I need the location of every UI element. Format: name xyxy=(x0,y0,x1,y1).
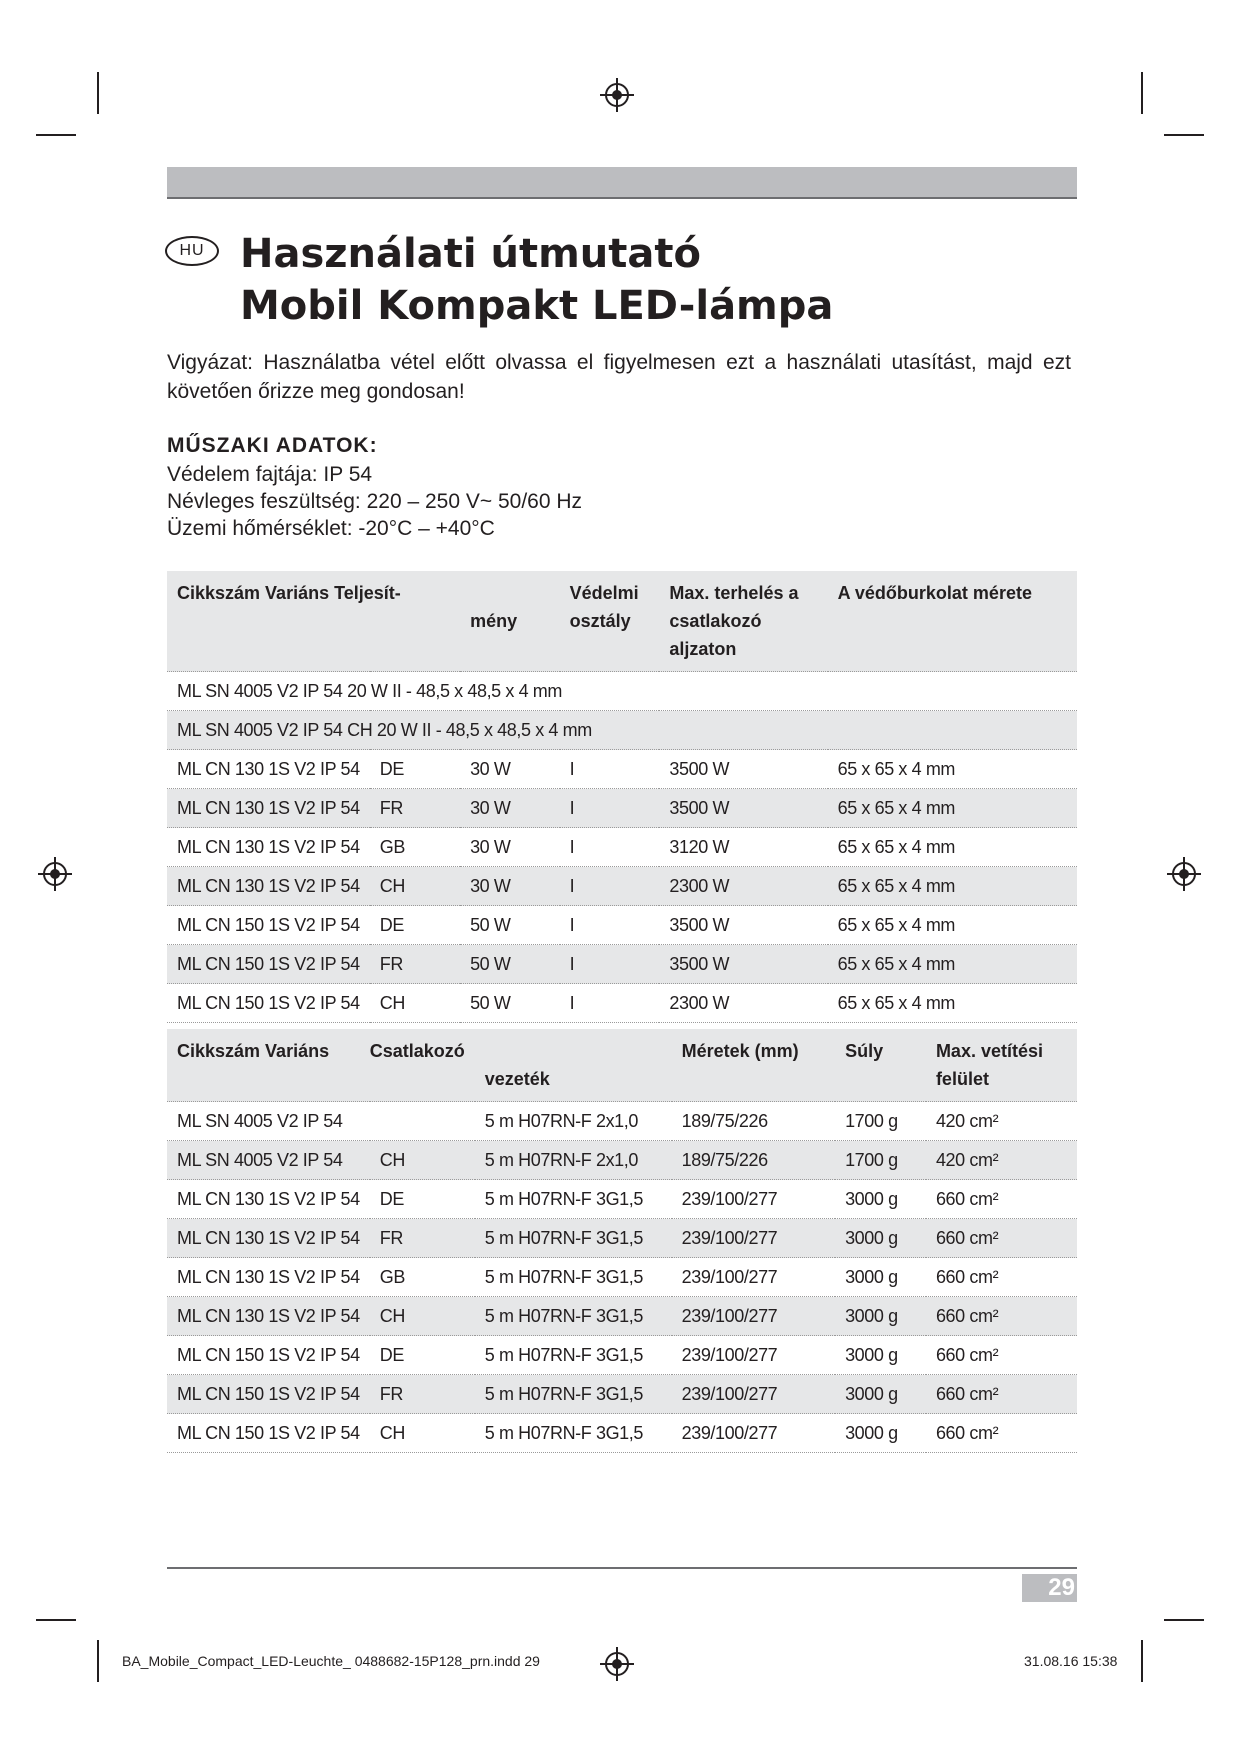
column-header: Méretek (mm) xyxy=(672,1029,835,1102)
table-cell: FR xyxy=(370,789,460,828)
registration-mark-icon xyxy=(1167,857,1201,891)
specs-table-1 xyxy=(167,571,1077,1023)
table-cell: 3500 W xyxy=(659,945,827,984)
table-cell: ML CN 150 1S V2 IP 54 xyxy=(167,906,370,945)
table-cell: I xyxy=(560,789,660,828)
table-cell: 3120 W xyxy=(659,828,827,867)
table-cell: I xyxy=(560,906,660,945)
registration-mark-icon xyxy=(600,1647,634,1681)
table-cell: 3000 g xyxy=(835,1297,926,1336)
table-cell: 239/100/277 xyxy=(672,1336,835,1375)
table-header-row xyxy=(167,1029,1077,1102)
table-row xyxy=(167,828,1077,867)
table-cell: 660 cm² xyxy=(926,1375,1077,1414)
specs-heading: MŰSZAKI ADATOK: xyxy=(167,434,378,457)
table-cell: 1700 g xyxy=(835,1102,926,1141)
table-cell: CH xyxy=(370,1414,475,1453)
slug-filename: BA_Mobile_Compact_LED-Leuchte_ 0488682-15P128_prn.indd 29 xyxy=(122,1653,540,1669)
column-header: Csatlakozó xyxy=(370,1029,475,1102)
table-cell: CH xyxy=(370,1297,475,1336)
table-row xyxy=(167,1141,1077,1180)
column-header: Max. vetítési felület xyxy=(926,1029,1077,1102)
crop-mark xyxy=(36,134,76,136)
table-row xyxy=(167,1102,1077,1141)
table-cell: 239/100/277 xyxy=(672,1414,835,1453)
table-cell: 5 m H07RN-F 2x1,0 xyxy=(475,1141,672,1180)
table-cell: 660 cm² xyxy=(926,1414,1077,1453)
registration-mark-icon xyxy=(38,857,72,891)
title-line-2: Mobil Kompakt LED-lámpa xyxy=(240,283,834,329)
table-cell: ML CN 130 1S V2 IP 54 xyxy=(167,789,370,828)
table-cell: 5 m H07RN-F 2x1,0 xyxy=(475,1102,672,1141)
table-cell: 3000 g xyxy=(835,1414,926,1453)
table-cell: DE xyxy=(370,750,460,789)
registration-mark-icon xyxy=(600,78,634,112)
table-cell: 2300 W xyxy=(659,984,827,1023)
column-header: Védelmi osztály xyxy=(560,571,660,672)
table-cell: I xyxy=(560,828,660,867)
crop-mark xyxy=(1164,134,1204,136)
table-cell: 50 W xyxy=(460,945,560,984)
table-cell: I xyxy=(560,750,660,789)
table-cell: I xyxy=(560,945,660,984)
table-row xyxy=(167,1219,1077,1258)
table-cell: 3000 g xyxy=(835,1336,926,1375)
crop-mark xyxy=(1141,72,1143,114)
table-cell: ML CN 150 1S V2 IP 54 xyxy=(167,1414,370,1453)
table-cell: ML SN 4005 V2 IP 54 20 W II - 48,5 x 48,5 x 4 mm xyxy=(167,672,1077,711)
table-cell: 660 cm² xyxy=(926,1336,1077,1375)
table-cell: 660 cm² xyxy=(926,1219,1077,1258)
table-cell: ML SN 4005 V2 IP 54 xyxy=(167,1141,370,1180)
table-cell: 5 m H07RN-F 3G1,5 xyxy=(475,1258,672,1297)
table-cell: 65 x 65 x 4 mm xyxy=(828,945,1077,984)
table-cell: DE xyxy=(370,1336,475,1375)
table-cell: 3500 W xyxy=(659,789,827,828)
page-title xyxy=(240,228,833,332)
column-header: Cikkszám Variáns xyxy=(167,1029,370,1102)
crop-mark xyxy=(1164,1619,1204,1621)
crop-mark xyxy=(1141,1640,1143,1682)
table-cell: 50 W xyxy=(460,984,560,1023)
table-cell: 420 cm² xyxy=(926,1141,1077,1180)
table-cell: 5 m H07RN-F 3G1,5 xyxy=(475,1297,672,1336)
table-row xyxy=(167,867,1077,906)
table-cell: 30 W xyxy=(460,867,560,906)
table-row xyxy=(167,1297,1077,1336)
table-cell: ML CN 130 1S V2 IP 54 xyxy=(167,1297,370,1336)
slug-datetime: 31.08.16 15:38 xyxy=(1024,1653,1118,1669)
table-cell: GB xyxy=(370,1258,475,1297)
header-bar xyxy=(167,167,1077,199)
crop-mark xyxy=(97,1640,99,1682)
table-cell: ML CN 130 1S V2 IP 54 xyxy=(167,1219,370,1258)
table-cell: 2300 W xyxy=(659,867,827,906)
table-row xyxy=(167,750,1077,789)
table-cell: 660 cm² xyxy=(926,1180,1077,1219)
table-cell: 239/100/277 xyxy=(672,1219,835,1258)
table-cell: ML CN 130 1S V2 IP 54 xyxy=(167,1258,370,1297)
table-cell: 3000 g xyxy=(835,1180,926,1219)
table-cell: ML SN 4005 V2 IP 54 CH 20 W II - 48,5 x 48,5 x 4 mm xyxy=(167,711,1077,750)
table-cell: 5 m H07RN-F 3G1,5 xyxy=(475,1219,672,1258)
table-cell: ML CN 150 1S V2 IP 54 xyxy=(167,1375,370,1414)
table-cell: FR xyxy=(370,945,460,984)
table-cell: 65 x 65 x 4 mm xyxy=(828,828,1077,867)
table-row xyxy=(167,1375,1077,1414)
table-cell: 50 W xyxy=(460,906,560,945)
table-cell: ML CN 130 1S V2 IP 54 xyxy=(167,750,370,789)
table-cell: ML CN 130 1S V2 IP 54 xyxy=(167,867,370,906)
table-cell: ML CN 150 1S V2 IP 54 xyxy=(167,984,370,1023)
table-cell xyxy=(370,1102,475,1141)
table-cell: 5 m H07RN-F 3G1,5 xyxy=(475,1375,672,1414)
table-row xyxy=(167,984,1077,1023)
table-cell: 30 W xyxy=(460,828,560,867)
table-cell: 3500 W xyxy=(659,906,827,945)
table-cell: CH xyxy=(370,984,460,1023)
table-cell: 239/100/277 xyxy=(672,1375,835,1414)
crop-mark xyxy=(97,72,99,114)
footer-rule xyxy=(167,1567,1077,1569)
table-cell: ML SN 4005 V2 IP 54 xyxy=(167,1102,370,1141)
table-row xyxy=(167,1258,1077,1297)
table-cell: I xyxy=(560,984,660,1023)
table-cell: 189/75/226 xyxy=(672,1141,835,1180)
table-row xyxy=(167,672,1077,711)
table-cell: 1700 g xyxy=(835,1141,926,1180)
table-cell: 65 x 65 x 4 mm xyxy=(828,789,1077,828)
table-cell: 239/100/277 xyxy=(672,1180,835,1219)
column-header: vezeték xyxy=(475,1029,672,1102)
table-cell: 420 cm² xyxy=(926,1102,1077,1141)
column-header: Cikkszám Variáns Teljesít- xyxy=(167,571,460,672)
table-cell: 65 x 65 x 4 mm xyxy=(828,867,1077,906)
table-cell: ML CN 150 1S V2 IP 54 xyxy=(167,945,370,984)
table-cell: 5 m H07RN-F 3G1,5 xyxy=(475,1180,672,1219)
spec-line: Névleges feszültség: 220 – 250 V~ 50/60 Hz xyxy=(167,490,583,513)
table-row xyxy=(167,1414,1077,1453)
language-badge: HU xyxy=(165,236,219,266)
table-cell: ML CN 130 1S V2 IP 54 xyxy=(167,828,370,867)
table-cell: 660 cm² xyxy=(926,1297,1077,1336)
spec-line: Védelem fajtája: IP 54 xyxy=(167,463,373,486)
table-cell: 3000 g xyxy=(835,1258,926,1297)
table-cell: CH xyxy=(370,867,460,906)
table-row xyxy=(167,1180,1077,1219)
table-cell: GB xyxy=(370,828,460,867)
table-cell: 5 m H07RN-F 3G1,5 xyxy=(475,1336,672,1375)
table-cell: ML CN 150 1S V2 IP 54 xyxy=(167,1336,370,1375)
table-cell: 3500 W xyxy=(659,750,827,789)
table-row xyxy=(167,945,1077,984)
crop-mark xyxy=(36,1619,76,1621)
table-header-row xyxy=(167,571,1077,672)
table-cell: 30 W xyxy=(460,750,560,789)
table-row xyxy=(167,1336,1077,1375)
table-cell: FR xyxy=(370,1375,475,1414)
table-cell: 30 W xyxy=(460,789,560,828)
table-row xyxy=(167,711,1077,750)
table-row xyxy=(167,789,1077,828)
column-header: Súly xyxy=(835,1029,926,1102)
table-cell: 239/100/277 xyxy=(672,1258,835,1297)
table-row xyxy=(167,906,1077,945)
intro-paragraph: Vigyázat: Használatba vétel előtt olvassa el figyelmesen ezt a használati utasítást, majd ezt követően őrizze meg gondosan! xyxy=(167,351,1071,403)
table-cell: DE xyxy=(370,906,460,945)
column-header: A védőburkolat mérete xyxy=(828,571,1077,672)
table-cell: 189/75/226 xyxy=(672,1102,835,1141)
column-header: mény xyxy=(460,571,560,672)
table-cell: 3000 g xyxy=(835,1219,926,1258)
page-number: 29 xyxy=(1022,1574,1077,1602)
table-cell: DE xyxy=(370,1180,475,1219)
table-cell: 239/100/277 xyxy=(672,1297,835,1336)
table-cell: 660 cm² xyxy=(926,1258,1077,1297)
table-cell: FR xyxy=(370,1219,475,1258)
table-cell: CH xyxy=(370,1141,475,1180)
table-cell: I xyxy=(560,867,660,906)
column-header: Max. terhelés a csatlakozó aljzaton xyxy=(659,571,827,672)
table-cell: ML CN 130 1S V2 IP 54 xyxy=(167,1180,370,1219)
table-cell: 65 x 65 x 4 mm xyxy=(828,906,1077,945)
table-cell: 3000 g xyxy=(835,1375,926,1414)
table-cell: 65 x 65 x 4 mm xyxy=(828,984,1077,1023)
spec-line: Üzemi hőmérséklet: -20°C – +40°C xyxy=(167,517,495,540)
specs-table-2 xyxy=(167,1029,1077,1453)
title-line-1: Használati útmutató xyxy=(240,231,701,277)
table-cell: 65 x 65 x 4 mm xyxy=(828,750,1077,789)
table-cell: 5 m H07RN-F 3G1,5 xyxy=(475,1414,672,1453)
